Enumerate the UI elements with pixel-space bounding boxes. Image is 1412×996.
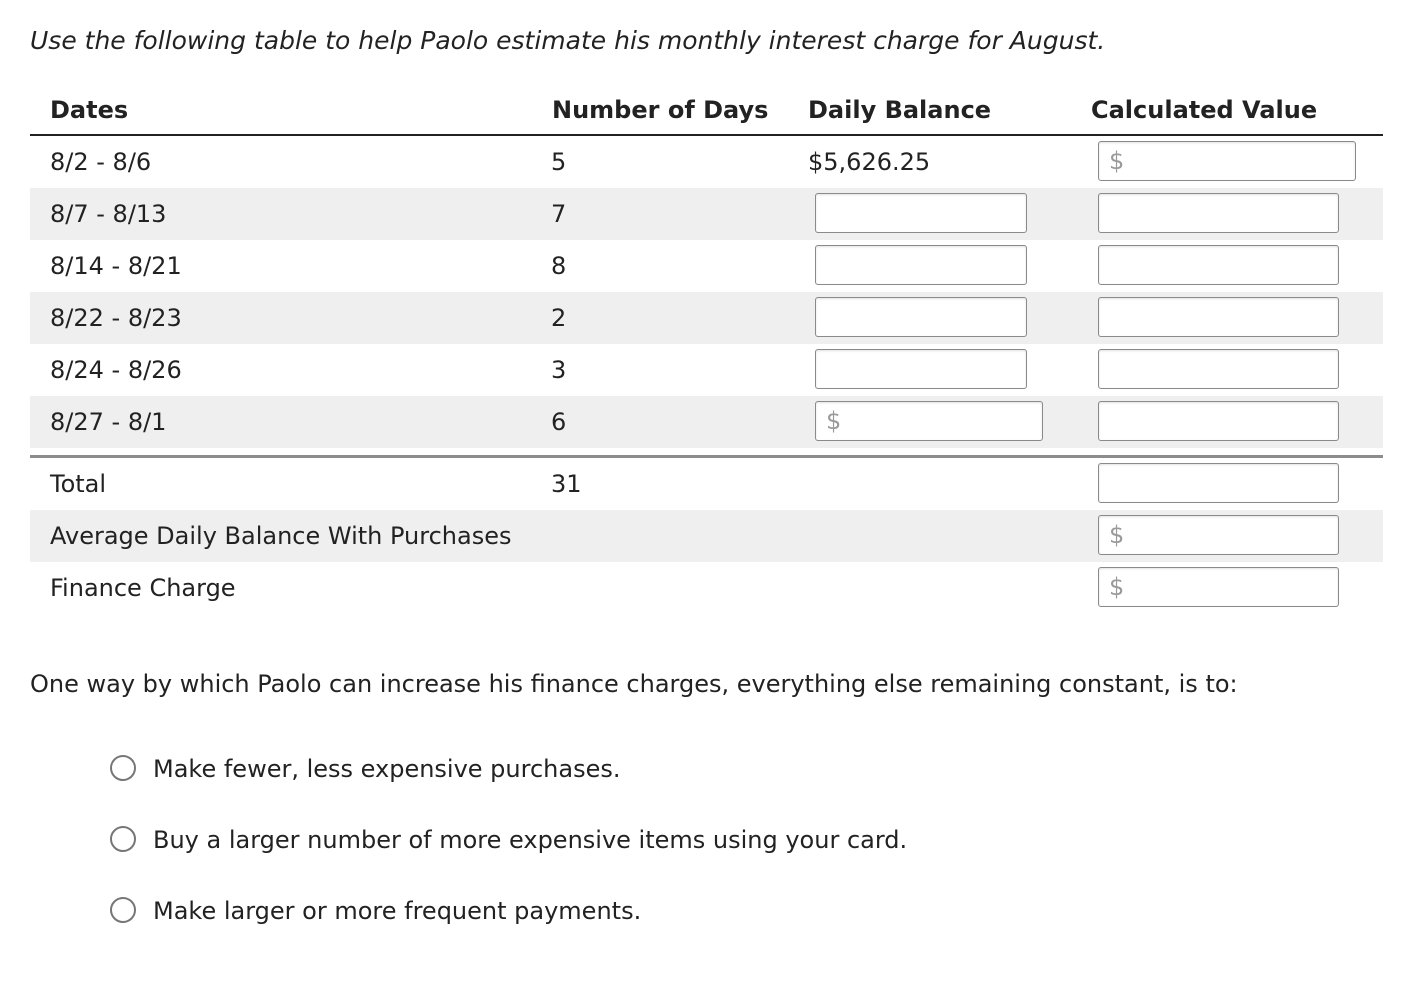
instructions-text: Use the following table to help Paolo estimate his monthly interest charge for August. [30,26,1106,55]
table-row [30,292,1383,344]
daily-balance-input[interactable] [815,297,1027,337]
calculated-value-input[interactable] [1098,297,1339,337]
finance-charge-input[interactable] [1098,567,1339,607]
row-dates: 8/24 - 8/26 [50,356,182,384]
daily-balance-input[interactable] [815,401,1043,441]
daily-balance-input[interactable] [815,349,1027,389]
radio-button[interactable] [110,897,136,923]
calculated-value-input[interactable] [1098,401,1339,441]
table-row [30,240,1383,292]
table-row [30,136,1383,188]
answer-option-label[interactable]: Buy a larger number of more expensive items using your card. [153,826,908,854]
row-days: 6 [551,408,567,436]
dollar-prefix: $ [1109,573,1125,601]
row-days: 5 [551,148,567,176]
row-dates: 8/7 - 8/13 [50,200,167,228]
answer-option-label[interactable]: Make larger or more frequent payments. [153,897,642,925]
header-days: Number of Days [552,96,769,124]
dollar-prefix: $ [1109,521,1125,549]
row-days: 3 [551,356,567,384]
calculated-value-input[interactable] [1098,193,1339,233]
daily-balance-input[interactable] [815,245,1027,285]
header-calculated-value: Calculated Value [1091,96,1318,124]
row-dates: 8/2 - 8/6 [50,148,152,176]
question-text: One way by which Paolo can increase his finance charges, everything else remaining constant, is to: [30,670,1238,698]
total-row [30,458,1383,510]
daily-balance-input[interactable] [815,193,1027,233]
header-balance: Daily Balance [808,96,992,124]
answer-option-label[interactable]: Make fewer, less expensive purchases. [153,755,621,783]
row-days: 8 [551,252,567,280]
table-row [30,188,1383,240]
table-row [30,396,1383,448]
average-daily-balance-row [30,510,1383,562]
row-days: 2 [551,304,567,332]
radio-button[interactable] [110,826,136,852]
total-label: Total [50,470,107,498]
table-row [30,344,1383,396]
row-dates: 8/27 - 8/1 [50,408,167,436]
total-days: 31 [551,470,582,498]
average-daily-balance-input[interactable] [1098,515,1339,555]
header-dates: Dates [50,96,129,124]
dollar-prefix: $ [826,407,842,435]
calculated-value-input[interactable] [1098,245,1339,285]
finance-charge-row [30,562,1383,614]
average-daily-balance-label: Average Daily Balance With Purchases [50,522,512,550]
row-days: 7 [551,200,567,228]
radio-button[interactable] [110,755,136,781]
row-dates: 8/22 - 8/23 [50,304,182,332]
row-daily-balance: $5,626.25 [808,148,931,176]
dollar-prefix: $ [1109,147,1125,175]
calculated-value-input[interactable] [1098,141,1356,181]
calculated-value-input[interactable] [1098,349,1339,389]
total-value-input[interactable] [1098,463,1339,503]
row-dates: 8/14 - 8/21 [50,252,182,280]
finance-charge-label: Finance Charge [50,574,236,602]
